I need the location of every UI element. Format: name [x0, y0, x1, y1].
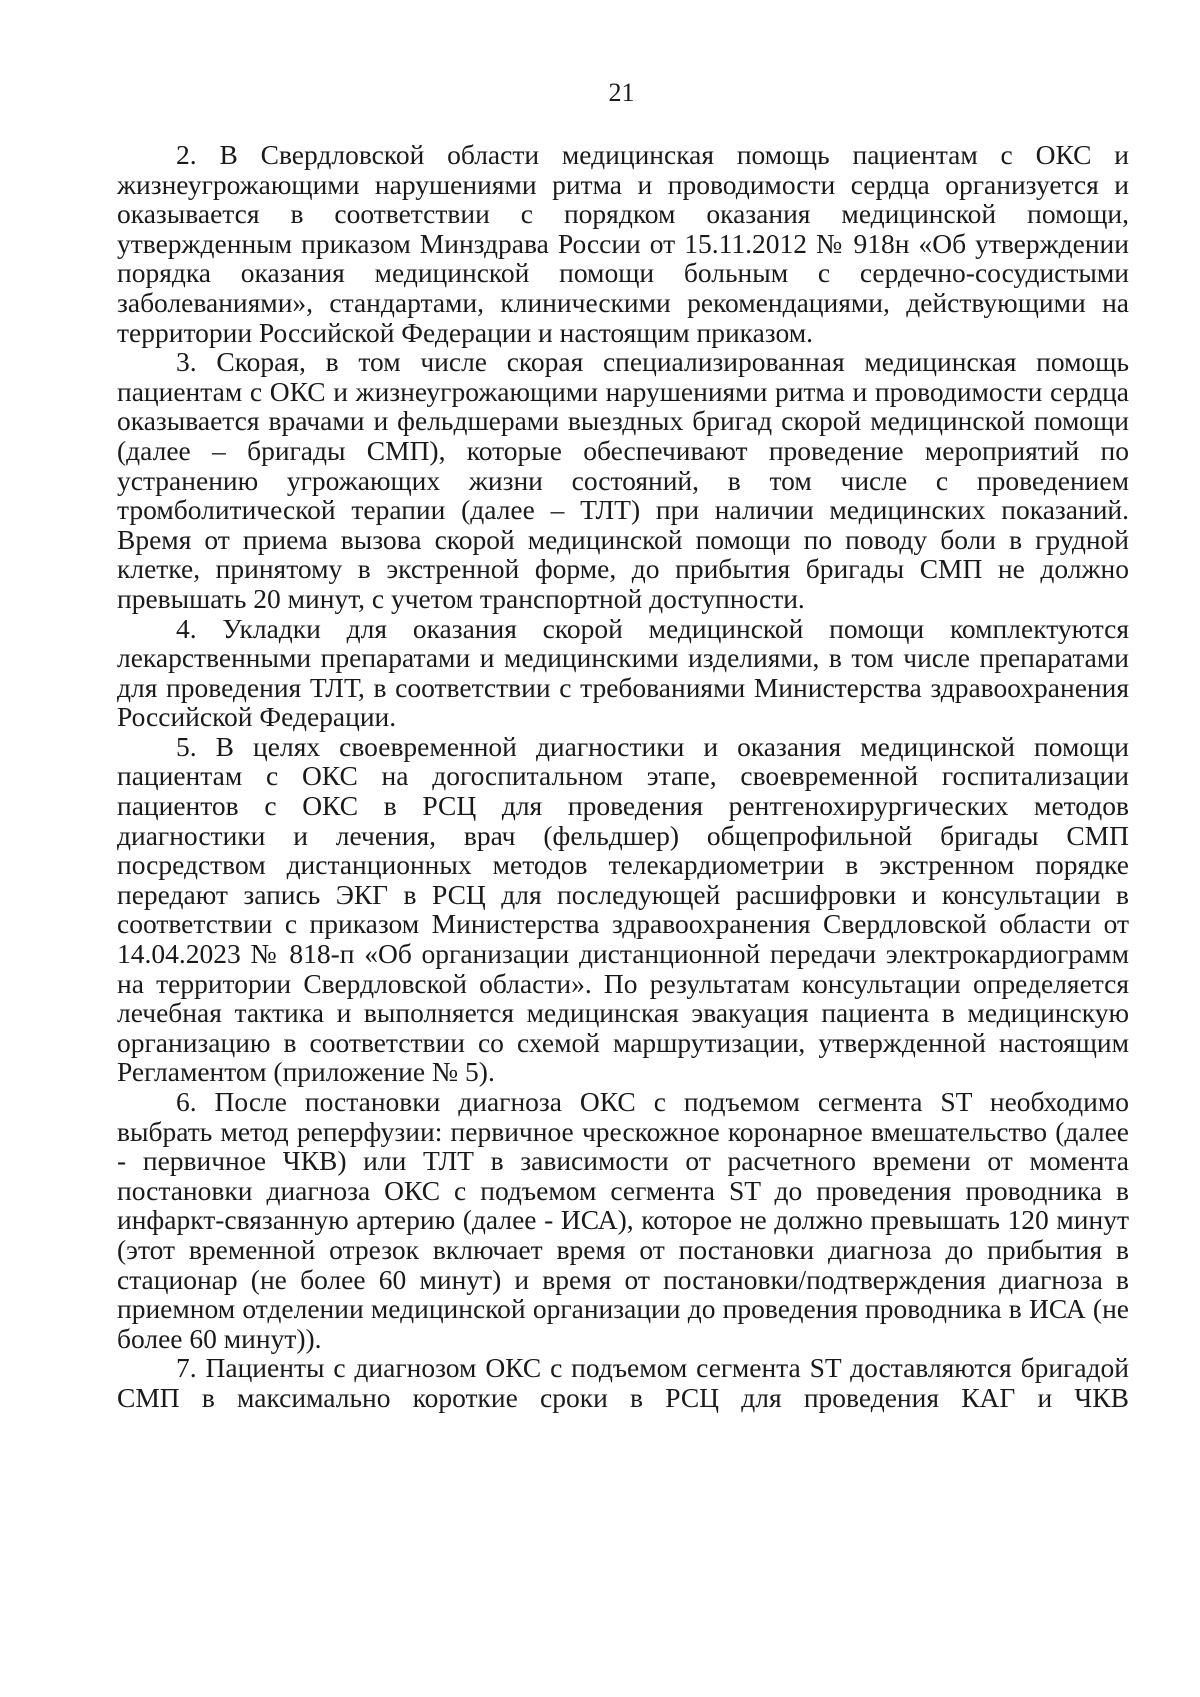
paragraph-6: 6. После постановки диагноза ОКС с подъемом сегмента ST необходимо выбрать метод реперфузии: первичное чрескожное коронарное вмешательство (далее - первичное ЧКВ) или ТЛТ в зависимости от расчетного времени от момента постановки диагноза ОКС с подъемом сегмента ST до проведения проводника в инфаркт-связанную артерию (далее - ИСА), которое не должно превышать 120 минут (этот временной отрезок включает время от постановки диагноза до прибытия в стационар (не более 60 минут) и время от постановки/подтверждения диагноза в приемном отделении медицинской организации до проведения проводника в ИСА (не более 60 минут)). — [117, 1086, 1129, 1354]
document-body — [117, 140, 1129, 1413]
page-number: 21 — [608, 78, 635, 107]
paragraph-2: 2. В Свердловской области медицинская помощь пациентам с ОКС и жизнеугрожающими нарушениями ритма и проводимости сердца организуется и оказывается в соответствии с порядком оказания медицинской помощи, утвержденным приказом Минздрава России от 15.11.2012 № 918н «Об утверждении порядка оказания медицинской помощи больным с сердечно-сосудистыми заболеваниями», стандартами, клиническими рекомендациями, действующими на территории Российской Федерации и настоящим приказом. — [117, 139, 1129, 348]
paragraph-7: 7. Пациенты с диагнозом ОКС с подъемом сегмента ST доставляются бригадой СМП в максимально короткие сроки в РСЦ для проведения КАГ и ЧКВ — [117, 1352, 1129, 1413]
paragraph-4: 4. Укладки для оказания скорой медицинской помощи комплектуются лекарственными препаратами и медицинскими изделиями, в том числе препаратами для проведения ТЛТ, в соответствии с требованиями Министерства здравоохранения Российской Федерации. — [117, 612, 1129, 733]
paragraph-3: 3. Скорая, в том числе скорая специализированная медицинская помощь пациентам с ОКС и жизнеугрожающими нарушениями ритма и проводимости сердца оказывается врачами и фельдшерами выездных бригад скорой медицинской помощи (далее – бригады СМП), которые обеспечивают проведение мероприятий по устранению угрожающих жизни состояний, в том числе с проведением тромболитической терапии (далее – ТЛТ) при наличии медицинских показаний. Время от приема вызова скорой медицинской помощи по поводу боли в грудной клетке, принятому в экстренной форме, до прибытия бригады СМП не должно превышать 20 минут, с учетом транспортной доступности. — [117, 346, 1129, 614]
paragraph-5: 5. В целях своевременной диагностики и оказания медицинской помощи пациентам с ОКС на догоспитальном этапе, своевременной госпитализации пациентов с ОКС в РСЦ для проведения рентгенохирургических методов диагностики и лечения, врач (фельдшер) общепрофильной бригады СМП посредством дистанционных методов телекардиометрии в экстренном порядке передают запись ЭКГ в РСЦ для последующей расшифровки и консультации в соответствии с приказом Министерства здравоохранения Свердловской области от 14.04.2023 № 818-п «Об организации дистанционной передачи электрокардиограмм на территории Свердловской области». По результатам консультации определяется лечебная тактика и выполняется медицинская эвакуация пациента в медицинскую организацию в соответствии со схемой маршрутизации, утвержденной настоящим Регламентом (приложение № 5). — [117, 730, 1129, 1088]
